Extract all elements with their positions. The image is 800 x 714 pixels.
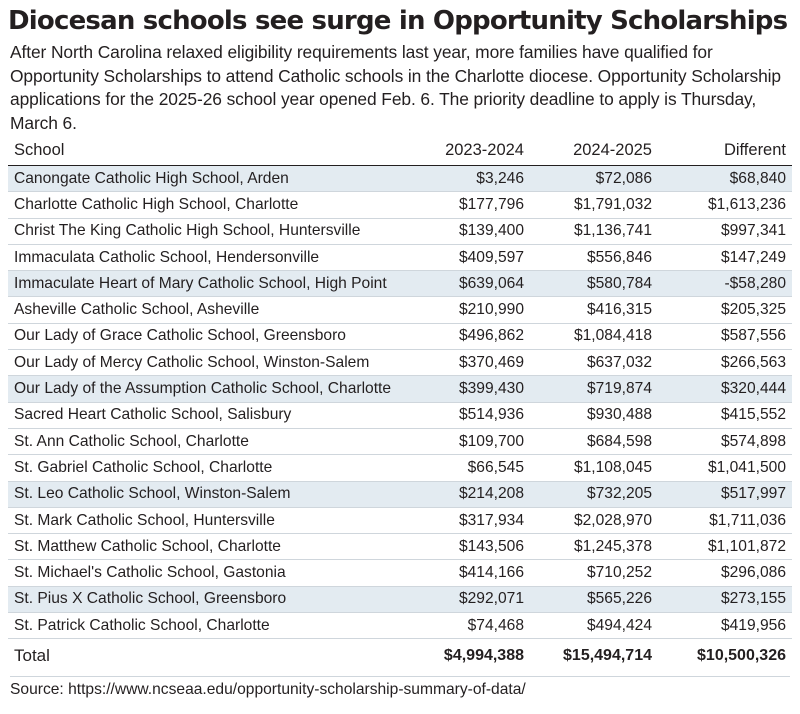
value-2024-2025-cell: $494,424 (530, 613, 658, 639)
difference-cell: $587,556 (658, 323, 792, 349)
value-2024-2025-cell: $1,791,032 (530, 192, 658, 218)
difference-cell: $1,101,872 (658, 534, 792, 560)
value-2024-2025-cell: $416,315 (530, 297, 658, 323)
header-row (8, 135, 792, 166)
table-row (8, 402, 792, 428)
column-header-2023-2024: 2023-2024 (408, 135, 530, 166)
column-header-different: Different (658, 135, 792, 166)
value-2023-2024-cell: $399,430 (408, 376, 530, 402)
table-body (8, 166, 792, 639)
value-2024-2025-cell: $930,488 (530, 402, 658, 428)
difference-cell: $419,956 (658, 613, 792, 639)
table-row (8, 613, 792, 639)
value-2023-2024-cell: $414,166 (408, 560, 530, 586)
school-cell: Charlotte Catholic High School, Charlotte (8, 192, 408, 218)
column-header-2024-2025: 2024-2025 (530, 135, 658, 166)
value-2024-2025-cell: $2,028,970 (530, 507, 658, 533)
value-2023-2024-cell: $109,700 (408, 428, 530, 454)
school-cell: Sacred Heart Catholic School, Salisbury (8, 402, 408, 428)
column-header-school: School (8, 135, 408, 166)
difference-cell: $296,086 (658, 560, 792, 586)
school-cell: St. Leo Catholic School, Winston-Salem (8, 481, 408, 507)
school-cell: St. Michael's Catholic School, Gastonia (8, 560, 408, 586)
school-cell: Immaculate Heart of Mary Catholic School, High Point (8, 271, 408, 297)
difference-cell: $68,840 (658, 166, 792, 192)
table-row (8, 428, 792, 454)
difference-cell: $1,041,500 (658, 455, 792, 481)
total-different: $10,500,326 (658, 639, 792, 673)
school-cell: St. Gabriel Catholic School, Charlotte (8, 455, 408, 481)
difference-cell: $1,711,036 (658, 507, 792, 533)
table-row (8, 560, 792, 586)
total-2023-2024: $4,994,388 (408, 639, 530, 673)
value-2024-2025-cell: $1,108,045 (530, 455, 658, 481)
table-row (8, 507, 792, 533)
value-2023-2024-cell: $74,468 (408, 613, 530, 639)
value-2024-2025-cell: $556,846 (530, 244, 658, 270)
value-2024-2025-cell: $684,598 (530, 428, 658, 454)
value-2024-2025-cell: $719,874 (530, 376, 658, 402)
table-row (8, 586, 792, 612)
value-2023-2024-cell: $210,990 (408, 297, 530, 323)
chart-title: Diocesan schools see surge in Opportunity Scholarships (8, 6, 788, 36)
value-2024-2025-cell: $1,245,378 (530, 534, 658, 560)
difference-cell: $517,997 (658, 481, 792, 507)
difference-cell: $147,249 (658, 244, 792, 270)
chart-intro: After North Carolina relaxed eligibility requirements last year, more families have qualified for Opportunity Scholarships to attend Catholic schools in the Charlotte diocese. Opportunity Scholarship applications for the 2025-26 school year opened Feb. 6. The priority deadline to apply is Thursday, March 6. (10, 42, 781, 133)
value-2024-2025-cell: $732,205 (530, 481, 658, 507)
value-2023-2024-cell: $639,064 (408, 271, 530, 297)
value-2024-2025-cell: $565,226 (530, 586, 658, 612)
difference-cell: $320,444 (658, 376, 792, 402)
school-cell: Canongate Catholic High School, Arden (8, 166, 408, 192)
school-cell: Asheville Catholic School, Asheville (8, 297, 408, 323)
value-2024-2025-cell: $1,136,741 (530, 218, 658, 244)
difference-cell: $1,613,236 (658, 192, 792, 218)
value-2024-2025-cell: $637,032 (530, 350, 658, 376)
school-cell: St. Mark Catholic School, Huntersville (8, 507, 408, 533)
value-2023-2024-cell: $3,246 (408, 166, 530, 192)
value-2024-2025-cell: $72,086 (530, 166, 658, 192)
difference-cell: -$58,280 (658, 271, 792, 297)
value-2023-2024-cell: $370,469 (408, 350, 530, 376)
difference-cell: $415,552 (658, 402, 792, 428)
table-row (8, 271, 792, 297)
value-2023-2024-cell: $214,208 (408, 481, 530, 507)
difference-cell: $997,341 (658, 218, 792, 244)
table-row (8, 534, 792, 560)
value-2024-2025-cell: $710,252 (530, 560, 658, 586)
table-row (8, 192, 792, 218)
value-2023-2024-cell: $177,796 (408, 192, 530, 218)
school-cell: Our Lady of Mercy Catholic School, Winston-Salem (8, 350, 408, 376)
school-cell: Our Lady of Grace Catholic School, Greensboro (8, 323, 408, 349)
table-row (8, 376, 792, 402)
table-row (8, 350, 792, 376)
school-cell: Our Lady of the Assumption Catholic School, Charlotte (8, 376, 408, 402)
total-label: Total (8, 639, 408, 673)
school-cell: St. Pius X Catholic School, Greensboro (8, 586, 408, 612)
table-row (8, 218, 792, 244)
total-2024-2025: $15,494,714 (530, 639, 658, 673)
total-row (8, 639, 792, 673)
table-row (8, 455, 792, 481)
table-row (8, 323, 792, 349)
value-2023-2024-cell: $496,862 (408, 323, 530, 349)
value-2023-2024-cell: $317,934 (408, 507, 530, 533)
table-row (8, 297, 792, 323)
difference-cell: $273,155 (658, 586, 792, 612)
difference-cell: $205,325 (658, 297, 792, 323)
school-cell: Immaculata Catholic School, Hendersonville (8, 244, 408, 270)
school-cell: St. Matthew Catholic School, Charlotte (8, 534, 408, 560)
school-cell: St. Ann Catholic School, Charlotte (8, 428, 408, 454)
table-row (8, 481, 792, 507)
value-2023-2024-cell: $292,071 (408, 586, 530, 612)
school-cell: St. Patrick Catholic School, Charlotte (8, 613, 408, 639)
value-2024-2025-cell: $580,784 (530, 271, 658, 297)
table-row (8, 166, 792, 192)
value-2024-2025-cell: $1,084,418 (530, 323, 658, 349)
table-row (8, 244, 792, 270)
value-2023-2024-cell: $66,545 (408, 455, 530, 481)
data-table (8, 135, 792, 672)
difference-cell: $574,898 (658, 428, 792, 454)
value-2023-2024-cell: $514,936 (408, 402, 530, 428)
school-cell: Christ The King Catholic High School, Huntersville (8, 218, 408, 244)
source-note: Source: https://www.ncseaa.edu/opportunity-scholarship-summary-of-data/ (10, 676, 790, 701)
value-2023-2024-cell: $143,506 (408, 534, 530, 560)
value-2023-2024-cell: $139,400 (408, 218, 530, 244)
value-2023-2024-cell: $409,597 (408, 244, 530, 270)
difference-cell: $266,563 (658, 350, 792, 376)
